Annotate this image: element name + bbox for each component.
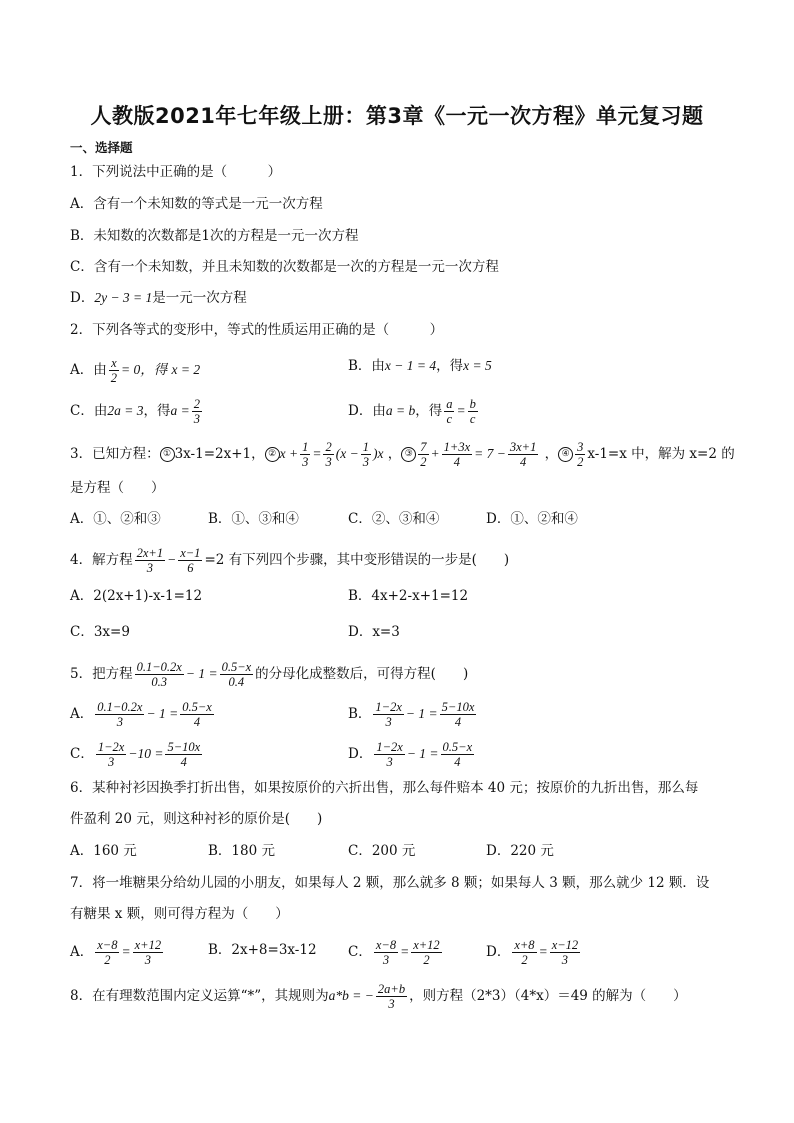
question-3-stem: 3．已知方程： ① 3x-1=2x+1， ② x + $\frac{1}{3}$ = $\frac{2}{3}$ (x − $\frac{1}{3}$ )x ， ③ $\frac{7}{2}$ + $\frac{1+3x}{4}$ = 7 − $\frac{3x+1}{4}$ ， ④ $\frac{3}{2}$ x-1=x 中，解为 x=2 的 — [70, 440, 735, 469]
fraction — [512, 938, 536, 967]
option-label: C． — [348, 944, 372, 960]
numerator: 3 — [577, 440, 584, 454]
question-7-line-2: 有糖果 x 颗，则可得方程为（ ） — [70, 906, 289, 922]
numerator: x−12 — [551, 938, 579, 952]
q2-option-a — [70, 356, 200, 385]
q4-option-a: A．2(2x+1)-x-1=12 — [70, 588, 203, 604]
denominator: 3 — [144, 953, 151, 967]
q3-eq3-a: + — [430, 446, 440, 461]
denominator: 4 — [454, 755, 461, 769]
q2-d-math1: a = b — [385, 403, 416, 418]
numerator: 0.5−x — [182, 700, 212, 714]
fraction — [178, 546, 202, 575]
fraction — [165, 740, 202, 769]
numerator: a — [446, 397, 453, 411]
q3-eq2-b: = — [312, 446, 322, 461]
q3-intro: 3．已知方程： — [70, 446, 160, 462]
denominator: 2 — [423, 953, 430, 967]
q6-option-b: B．180 元 — [208, 843, 275, 859]
fraction — [180, 700, 214, 729]
numerator: 0.1−0.2x — [97, 700, 143, 714]
q8-intro: 8．在有理数范围内定义运算“*”，其规则为 — [70, 988, 329, 1004]
q3-option-d: D．①、②和④ — [486, 511, 578, 527]
q2-c-math1: 2a = 3 — [107, 403, 144, 418]
option-label: A． — [70, 944, 94, 960]
q3-option-b: B．①、③和④ — [208, 511, 299, 527]
q4-option-d: D．x=3 — [348, 624, 400, 640]
fraction — [95, 938, 119, 967]
q4-option-c: C．3x=9 — [70, 624, 130, 640]
question-4-stem — [70, 546, 509, 575]
denominator: 6 — [187, 561, 194, 575]
q6-option-c: C．200 元 — [348, 843, 416, 859]
q6-option-a: A．160 元 — [70, 843, 137, 859]
q1-d-text: 是一元一次方程 — [152, 290, 247, 306]
denominator: 0.4 — [228, 675, 245, 689]
q3-eq4: x-1=x 中，解为 x=2 的 — [587, 446, 735, 462]
denominator: 3 — [362, 455, 369, 469]
equals-sign: = — [538, 944, 548, 959]
numerator: b — [469, 397, 476, 411]
q5-mid: − 1 = — [185, 666, 218, 681]
question-5-stem — [70, 660, 468, 689]
q2-b-math2: x = 5 — [463, 358, 492, 373]
option-label: C． — [70, 746, 94, 762]
numerator: 2 — [325, 440, 332, 454]
fraction — [418, 440, 428, 469]
numerator: 1 — [302, 440, 309, 454]
numerator: 2x+1 — [136, 546, 164, 560]
denominator: 2 — [104, 953, 111, 967]
fraction — [192, 397, 202, 426]
denominator: 2 — [577, 455, 584, 469]
fraction — [96, 740, 126, 769]
denominator: 2 — [521, 953, 528, 967]
numerator: x — [109, 356, 119, 371]
page-title: 人教版2021年七年级上册：第3章《一元一次方程》单元复习题 — [90, 104, 704, 128]
q2-c-math2: a = — [170, 403, 190, 418]
numerator: x+12 — [134, 938, 162, 952]
q2-option-c — [70, 397, 204, 426]
numerator: 0.5−x — [221, 660, 252, 674]
section-heading: 一、选择题 — [70, 140, 133, 155]
q1-d-label: D． — [70, 290, 95, 306]
numerator: x+12 — [413, 938, 440, 952]
denominator: c — [446, 412, 453, 426]
denominator: 4 — [180, 755, 187, 769]
numerator: 0.1−0.2x — [136, 660, 182, 674]
q4-option-b: B．4x+2-x+1=12 — [348, 588, 469, 604]
q7-option-a — [70, 938, 165, 967]
question-8-stem — [70, 982, 687, 1011]
circled-3-icon: ③ — [401, 447, 416, 462]
circled-1-icon: ① — [160, 447, 175, 462]
q5-option-a — [70, 700, 216, 729]
circled-4-icon: ④ — [558, 447, 573, 462]
q1-d-math: 2y − 3 = 1 — [94, 290, 153, 305]
q5-b-mid: − 1 = — [405, 706, 438, 721]
q2-b-label: B．由 — [348, 358, 385, 374]
denominator: 4 — [193, 715, 201, 729]
fraction — [444, 397, 454, 426]
question-3-stem-cont: 是方程（ ） — [70, 480, 165, 496]
denominator: 3 — [385, 715, 392, 729]
numerator: x+8 — [514, 938, 535, 952]
fraction — [109, 356, 119, 385]
numerator: x−8 — [97, 938, 118, 952]
question-1-stem: 1．下列说法中正确的是（ ） — [70, 164, 282, 180]
denominator: 3 — [386, 755, 393, 769]
denominator: c — [469, 412, 476, 426]
fraction — [361, 440, 371, 469]
fraction — [468, 397, 478, 426]
q1-option-d — [70, 288, 247, 308]
numerator: x−8 — [375, 938, 397, 952]
fraction — [373, 700, 403, 729]
denominator: 4 — [453, 455, 460, 469]
numerator: 5−10x — [167, 740, 201, 754]
fraction — [374, 938, 398, 967]
option-label: A． — [70, 706, 94, 722]
denominator: 3 — [302, 455, 309, 469]
q5-intro: 5．把方程 — [70, 666, 133, 682]
numerator: 1−2x — [375, 700, 402, 714]
q4-intro: 4．解方程 — [70, 552, 133, 568]
numerator: 1+3x — [443, 440, 471, 454]
fraction — [135, 660, 184, 689]
q4-tail: =2 有下列四个步骤，其中变形错误的一步是( ) — [204, 552, 510, 568]
denominator: 3 — [561, 953, 569, 967]
q2-b-mid: ，得 — [436, 358, 464, 374]
fraction — [374, 740, 404, 769]
fraction — [323, 440, 333, 469]
numerator: 1−2x — [376, 740, 403, 754]
q2-d-label: D．由 — [348, 403, 386, 419]
denominator: 3 — [382, 953, 390, 967]
q3-eq2-a: x + — [279, 446, 299, 461]
q2-c-mid: ，得 — [143, 403, 171, 419]
circled-2-icon: ② — [265, 447, 280, 462]
numerator: x−1 — [180, 546, 201, 560]
q1-option-b: B．未知数的次数都是1次的方程是一元一次方程 — [70, 228, 359, 244]
q1-option-a: A．含有一个未知数的等式是一元一次方程 — [70, 196, 323, 212]
q5-d-mid: − 1 = — [406, 746, 439, 761]
fraction — [135, 546, 165, 575]
option-label: D． — [348, 746, 373, 762]
denominator: 3 — [146, 561, 153, 575]
equals-sign: = — [400, 944, 410, 959]
q2-a-mid: = 0，得 — [121, 362, 168, 377]
fraction — [95, 700, 144, 729]
numerator: 1 — [362, 440, 369, 454]
fraction — [575, 440, 585, 469]
question-6-line-2: 件盈利 20 元，则这种衬衫的原价是( ) — [70, 811, 323, 827]
equals-sign: = — [121, 944, 131, 959]
q7-option-b: B．2x+8=3x-12 — [208, 942, 317, 958]
denominator: 3 — [325, 455, 332, 469]
q3-eq3-b: = 7 − — [474, 446, 506, 461]
option-label: B． — [348, 706, 372, 722]
numerator: 3x+1 — [509, 440, 537, 454]
denominator: 3 — [107, 755, 115, 769]
q5-a-mid: − 1 = — [146, 706, 179, 721]
q5-option-b — [348, 700, 478, 729]
denominator: 3 — [388, 997, 395, 1011]
minus-sign: − — [167, 552, 177, 567]
q5-c-mid: −10 = — [128, 746, 164, 761]
fraction — [133, 938, 163, 967]
fraction — [300, 440, 310, 469]
q3-eq2-c: (x − — [335, 446, 359, 461]
denominator: 4 — [454, 715, 462, 729]
denominator: 4 — [519, 455, 527, 469]
denominator: 3 — [193, 412, 200, 426]
q2-option-b — [348, 356, 492, 376]
q5-tail: 的分母化成整数后，可得方程( ) — [255, 666, 469, 682]
fraction — [441, 740, 475, 769]
q8-tail: ，则方程（2*3）（4*x）＝49 的解为（ ） — [409, 988, 687, 1004]
option-label: D． — [486, 944, 511, 960]
fraction — [376, 982, 407, 1011]
denominator: 2 — [420, 455, 427, 469]
numerator: 1−2x — [97, 740, 125, 754]
q2-b-math1: x − 1 = 4 — [384, 358, 437, 373]
q8-math: a*b = − — [328, 988, 374, 1003]
denominator: 0.3 — [151, 675, 168, 689]
q2-a-result: x = 2 — [171, 362, 201, 377]
question-6-line-1: 6．某种衬衫因换季打折出售，如果按原价的六折出售，那么每件赔本 40 元；按原价的九折出售，那么每 — [70, 780, 699, 796]
q5-option-d — [348, 740, 476, 769]
question-2-stem: 2．下列各等式的变形中，等式的性质运用正确的是（ ） — [70, 322, 444, 338]
q3-option-c: C．②、③和④ — [348, 511, 440, 527]
numerator: 0.5−x — [442, 740, 473, 754]
q3-eq1: 3x-1=2x+1， — [174, 446, 265, 462]
fraction — [442, 440, 472, 469]
q2-c-label: C．由 — [70, 403, 108, 419]
denominator: 2 — [110, 371, 117, 385]
fraction — [220, 660, 254, 689]
q3-option-a: A．①、②和③ — [70, 511, 161, 527]
numerator: 7 — [420, 440, 427, 454]
fraction — [411, 938, 441, 967]
q2-d-mid: ，得 — [415, 403, 443, 419]
q7-option-d — [486, 938, 582, 967]
numerator: 2a+b — [377, 982, 406, 996]
fraction — [440, 700, 477, 729]
question-7-line-1: 7．将一堆糖果分给幼儿园的小朋友，如果每人 2 颗，那么就多 8 颗；如果每人 3 颗，那么就少 12 颗．设 — [70, 875, 710, 891]
q2-a-label: A．由 — [70, 362, 107, 378]
denominator: 3 — [116, 715, 123, 729]
fraction — [550, 938, 580, 967]
q2-option-d — [348, 397, 480, 426]
q6-option-d: D．220 元 — [486, 843, 554, 859]
numerator: 2 — [193, 397, 200, 411]
fraction — [508, 440, 538, 469]
equals-sign: = — [456, 403, 466, 418]
q7-option-c — [348, 938, 444, 967]
q1-option-c: C．含有一个未知数，并且未知数的次数都是一次的方程是一元一次方程 — [70, 259, 499, 275]
numerator: 5−10x — [441, 700, 475, 714]
q5-option-c — [70, 740, 204, 769]
q3-eq2-e: )x — [372, 446, 384, 461]
